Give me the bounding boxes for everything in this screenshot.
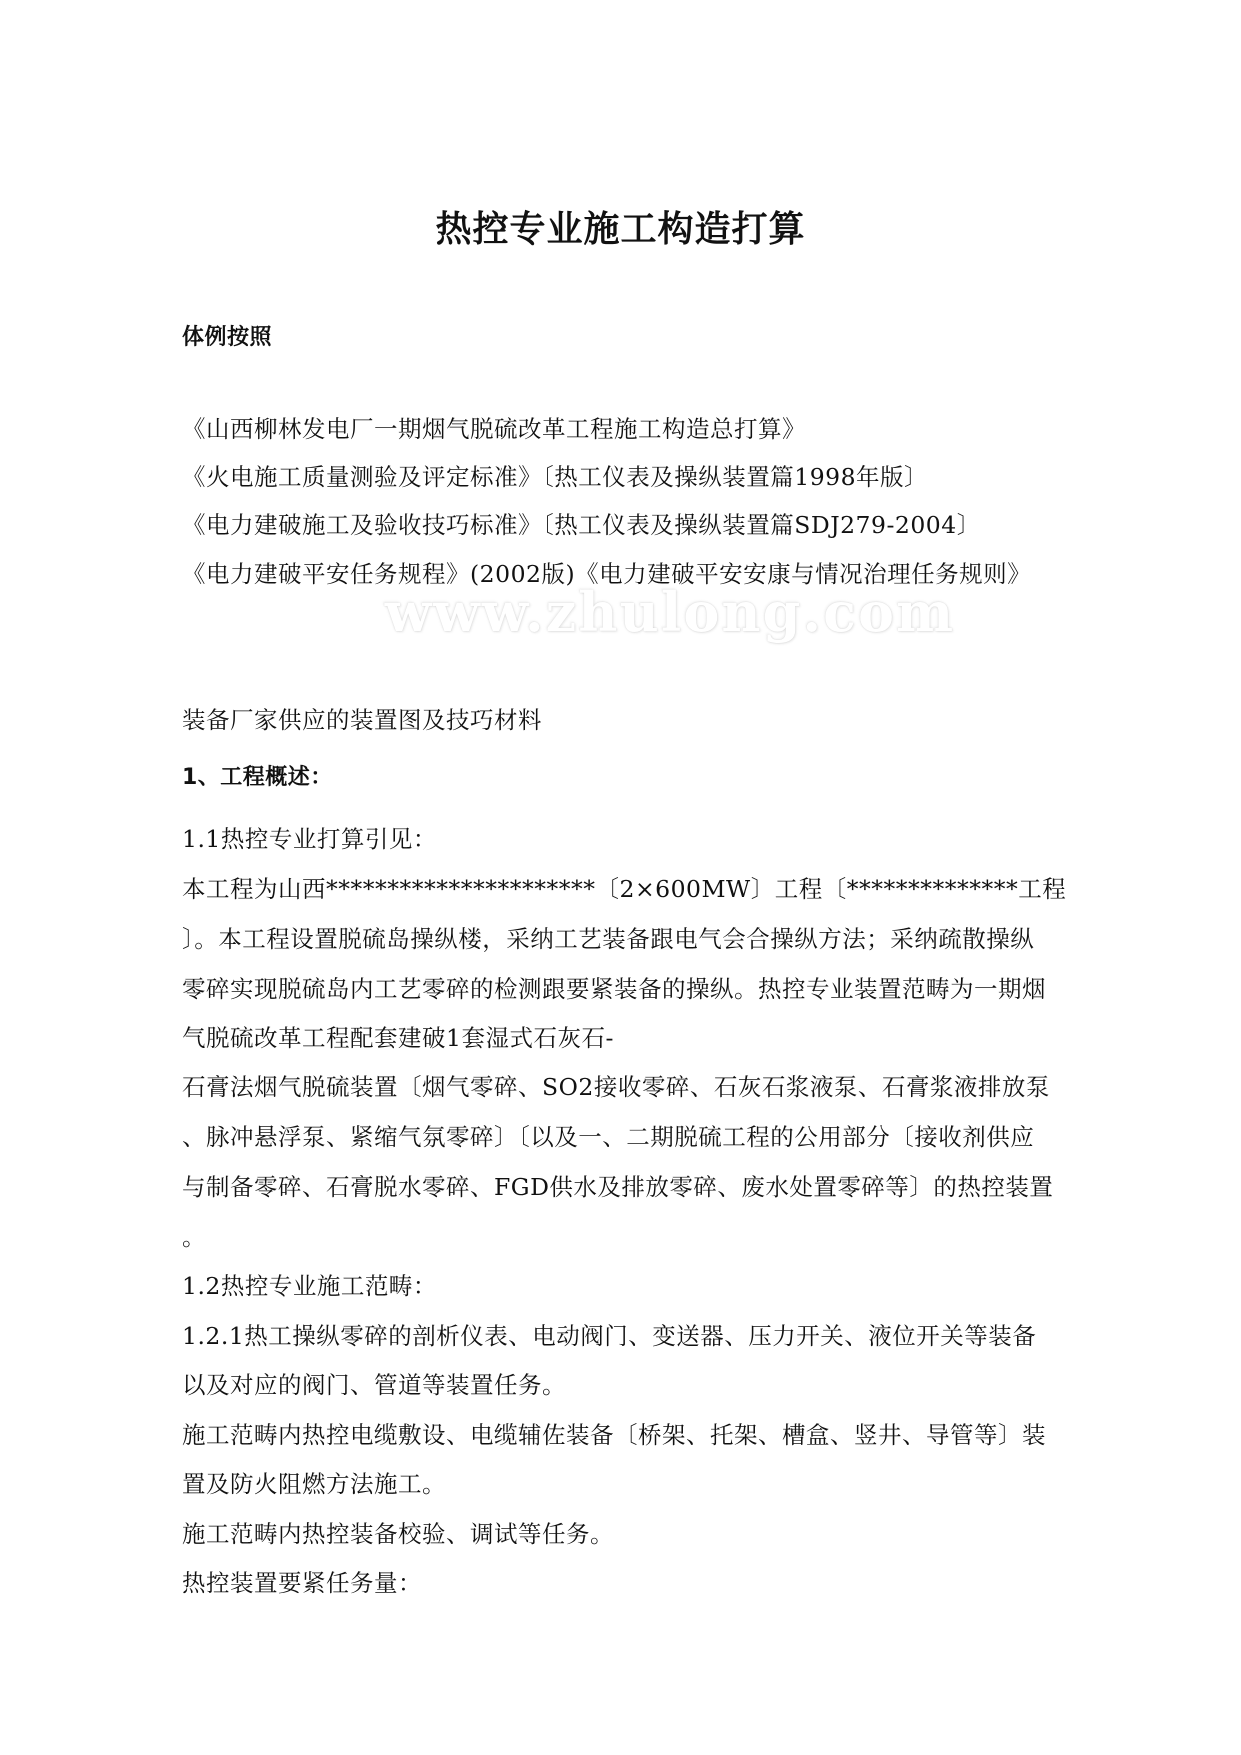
body-line: 1.1热控专业打算引见：: [182, 825, 437, 853]
supplier-materials-line: 装备厂家供应的装置图及技巧材料: [182, 706, 542, 734]
body-line: 石膏法烟气脱硫装置〔烟气零碎、SO2接收零碎、石灰石浆液泵、石膏浆液排放泵: [182, 1073, 1050, 1101]
watermark: www.zhulong.com: [384, 580, 956, 644]
section-heading-overview: 1、工程概述：: [182, 765, 333, 790]
body-line: 零碎实现脱硫岛内工艺零碎的检测跟要紧装备的操纵。热控专业装置范畴为一期烟: [182, 975, 1046, 1003]
body-line: 〕。本工程设置脱硫岛操纵楼，采纳工艺装备跟电气会合操纵方法；采纳疏散操纵: [182, 925, 1035, 953]
body-line: 、脉冲悬浮泵、紧缩气氛零碎〕〔以及一、二期脱硫工程的公用部分〔接收剂供应: [182, 1123, 1035, 1151]
body-line: 与制备零碎、石膏脱水零碎、FGD供水及排放零碎、废水处置零碎等〕的热控装置: [182, 1173, 1054, 1201]
reference-line: 《火电施工质量测验及评定标准》〔热工仪表及操纵装置篇1998年版〕: [182, 463, 929, 491]
body-line: 1.2热控专业施工范畴：: [182, 1272, 437, 1300]
section-heading-basis: 体例按照: [182, 325, 273, 350]
body-line: 施工范畴内热控电缆敷设、电缆辅佐装备〔桥架、托架、槽盒、竖井、导管等〕装: [182, 1421, 1046, 1449]
body-line: 以及对应的阀门、管道等装置任务。: [182, 1371, 566, 1399]
reference-line: 《电力建破平安任务规程》(2002版)《电力建破平安安康与情况治理任务规则》: [182, 560, 1032, 588]
reference-line: 《电力建破施工及验收技巧标准》〔热工仪表及操纵装置篇SDJ279-2004〕: [182, 511, 981, 539]
body-line: 置及防火阻燃方法施工。: [182, 1470, 446, 1498]
body-line: 气脱硫改革工程配套建破1套湿式石灰石-: [182, 1024, 614, 1052]
reference-line: 《山西柳林发电厂一期烟气脱硫改革工程施工构造总打算》: [182, 415, 806, 443]
body-line: 。: [182, 1223, 206, 1251]
body-line: 热控装置要紧任务量：: [182, 1569, 422, 1597]
document-title: 热控专业施工构造打算: [435, 209, 806, 250]
body-line: 1.2.1热工操纵零碎的剖析仪表、电动阀门、变送器、压力开关、液位开关等装备: [182, 1322, 1037, 1350]
body-line: 施工范畴内热控装备校验、调试等任务。: [182, 1520, 614, 1548]
body-line: 本工程为山西**********************〔2×600MW〕工程〔**************工程: [182, 875, 1067, 903]
